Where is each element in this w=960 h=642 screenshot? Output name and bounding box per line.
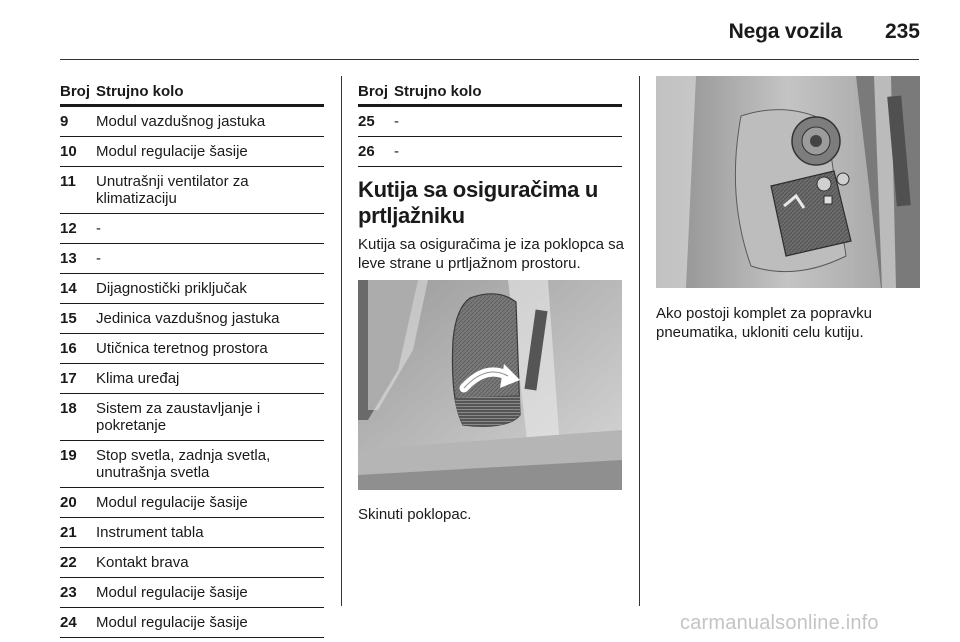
fuse-number: 15 [60, 310, 77, 327]
table-row [60, 548, 324, 578]
table-row [60, 364, 324, 394]
circuit-name: Modul regulacije šasije [96, 614, 248, 631]
page-header [0, 0, 960, 60]
table-row [60, 274, 324, 304]
circuit-name: Modul regulacije šasije [96, 584, 248, 601]
circuit-name: Modul vazdušnog jastuka [96, 113, 266, 130]
table-body [358, 107, 622, 167]
circuit-name: Dijagnostički priključak [96, 280, 247, 297]
table-row [60, 608, 324, 638]
watermark: carmanualsonline.info [680, 612, 879, 634]
circuit-name: Modul regulacije šasije [96, 143, 248, 160]
circuit-name: Instrument tabla [96, 524, 204, 541]
circuit-name: Stop svetla, zadnja svetla, unutrašnja svetla [96, 447, 271, 481]
table-row [60, 334, 324, 364]
fuse-number: 20 [60, 494, 77, 511]
fuse-number: 12 [60, 220, 77, 237]
circuit-name: Klima uređaj [96, 370, 180, 387]
photo-fuse-box-image [656, 76, 920, 288]
table-row [60, 518, 324, 548]
circuit-name: Unutrašnji ventilator za klimatizaciju [96, 173, 249, 207]
table-row [60, 488, 324, 518]
table-row [60, 578, 324, 608]
section-heading: Kutija sa osiguračima u prtljažniku [358, 177, 599, 228]
fuse-number: 18 [60, 400, 77, 417]
page-title: Nega vozila [728, 20, 842, 43]
fuse-table-left [60, 80, 324, 638]
fuse-number: 16 [60, 340, 77, 357]
table-header [60, 80, 324, 107]
table-row [60, 244, 324, 274]
fuse-number: 23 [60, 584, 77, 601]
table-row [60, 304, 324, 334]
section-body-text: Kutija sa osiguračima je iza poklopca sa leve strane u prtljažnom prostoru. [358, 236, 624, 272]
circuit-name: Sistem za zaustavljanje i pokretanje [96, 400, 261, 434]
table-row [358, 107, 622, 137]
table-row [60, 107, 324, 137]
photo-trunk-cover-image [358, 280, 622, 490]
column-header-number: Broj [60, 83, 90, 100]
fuse-number: 22 [60, 554, 77, 571]
circuit-name: - [96, 220, 101, 237]
fuse-number: 24 [60, 614, 77, 631]
fuse-number: 9 [60, 113, 69, 130]
circuit-name: Jedinica vazdušnog jastuka [96, 310, 280, 327]
header-rule [60, 59, 919, 60]
circuit-name: Modul regulacije šasije [96, 494, 248, 511]
circuit-name: - [96, 250, 101, 267]
column-divider-right [639, 76, 640, 606]
table-header [358, 80, 622, 107]
table-row [60, 441, 324, 488]
circuit-name: Utičnica teretnog prostora [96, 340, 268, 357]
column-header-circuit: Strujno kolo [394, 83, 482, 100]
circuit-name: - [394, 113, 399, 130]
column-header-number: Broj [358, 83, 388, 100]
fuse-table-middle [358, 80, 622, 167]
photo-fuse-box [656, 76, 920, 288]
table-row [60, 394, 324, 441]
photo-trunk-cover [358, 280, 622, 490]
fuse-number: 19 [60, 447, 77, 464]
photo-trunk-cover-caption: Skinuti poklopac. [358, 506, 472, 523]
page-number: 235 [884, 20, 920, 43]
photo-fuse-box-caption: Ako postoji komplet za popravku pneumatika, ukloniti celu kutiju. [656, 305, 872, 341]
fuse-number: 26 [358, 143, 375, 160]
column-divider-left [341, 76, 342, 606]
fuse-number: 21 [60, 524, 77, 541]
table-row [60, 137, 324, 167]
circuit-name: - [394, 143, 399, 160]
column-header-circuit: Strujno kolo [96, 83, 184, 100]
fuse-number: 11 [60, 173, 76, 190]
fuse-number: 14 [60, 280, 77, 297]
table-body [60, 107, 324, 638]
fuse-number: 17 [60, 370, 77, 387]
table-row [358, 137, 622, 167]
circuit-name: Kontakt brava [96, 554, 189, 571]
fuse-number: 25 [358, 113, 375, 130]
table-row [60, 167, 324, 214]
fuse-number: 13 [60, 250, 77, 267]
table-row [60, 214, 324, 244]
fuse-number: 10 [60, 143, 77, 160]
